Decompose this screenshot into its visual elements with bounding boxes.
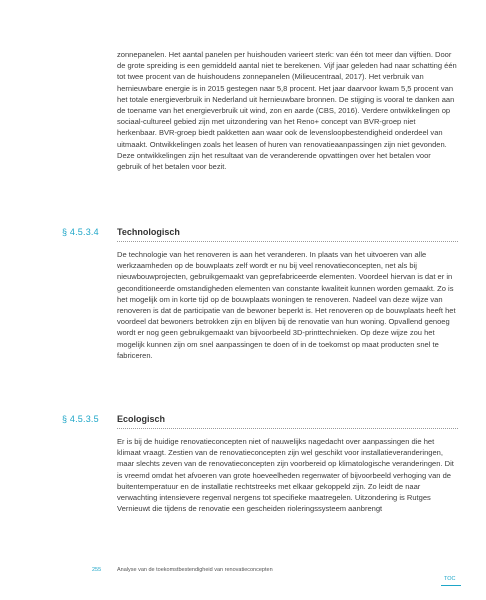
page-number: 255 xyxy=(92,567,102,573)
paragraph-ecologisch: Er is bij de huidige renovatieconcepten niet of nauwelijks nagedacht over aanpassingen die het klimaat vraagt. Zestien van de renovatieconcepten zijn wel geschikt voor installatieveranderingen, maar slechts zeven van de renovatieconcepten zijn voorbereid op klimatologische veranderingen. Dit is vreemd omdat het afvoeren van grote hoeveelheden regenwater of bijvoorbeeld verhoging van de buitentemperatuur en de installatie rechtstreeks met elkaar gekoppeld zijn. Zo leidt de naar verwachting intensievere regenval nergens tot specifieke maatregelen. Uitzondering is Rutges Vernieuwt die tijdens de renovatie een gescheiden rioleringssysteem aanbrengt xyxy=(117,437,454,514)
section-divider xyxy=(117,241,458,242)
toc-underline xyxy=(441,585,461,586)
section-number: § 4.5.3.5 xyxy=(62,414,99,424)
section-divider xyxy=(117,428,458,429)
section-heading-technologisch xyxy=(62,227,458,241)
paragraph-intro: zonnepanelen. Het aantal panelen per huishouden varieert sterk: van één tot meer dan vijftien. Door de grote spreiding is een gemiddeld aantal niet te berekenen. Vijf jaar geleden had naar schatting één tot twee procent van de huishoudens zonnepanelen (Milieucentraal, 2017). Het verbruik van hernieuwbare energie is in 2015 gestegen naar 5,8 procent. Het jaar daarvoor kwam 5,5 procent van het totale energieverbruik in Nederland uit hernieuwbare bronnen. De stijging is vooral te danken aan de toename van het energieverbruik uit wind, zon en aarde (CBS, 2016). Verdere ontwikkelingen op sociaal-cultureel gebied zijn met uitzondering van het Reno+ concept van BVR-groep niet herkenbaar. BVR-groep biedt pakketten aan waar ook de levensloopbestendigheid onderdeel van uitmaakt. Ontwikkelingen zoals het leasen of huren van renovatieaanpassingen zijn niet gevonden. Deze ontwikkelingen zijn het resultaat van de veranderende opvattingen over het betalen voor gebruik of het betalen voor bezit. xyxy=(117,50,457,172)
section-title: Technologisch xyxy=(117,227,180,237)
toc-link[interactable]: TOC xyxy=(444,576,456,582)
section-title: Ecologisch xyxy=(117,414,166,424)
section-heading-ecologisch xyxy=(62,414,458,428)
paragraph-technologisch: De technologie van het renoveren is aan het veranderen. In plaats van het uitvoeren van alle werkzaamheden op de bouwplaats zelf wordt er nu bij veel renovatieconcepten, net als bij nieuwbouwprojecten, gebruikgemaakt van geprefabriceerde elementen. Voordeel hiervan is dat er in geconditioneerde omstandigheden elementen van constante kwaliteit kunnen worden gemaakt. Zo is het mogelijk om in korte tijd op de bouwplaats woningen te renoveren. Nadeel van deze wijze van renoveren is dat de participatie van de bewoner beperkt is. Het renoveren op de bouwplaats heeft het voordeel dat bewoners betrokken zijn en blijven bij de renovatie van hun woning. Opvallend genoeg wordt er nog geen gebruikgemaakt van bijvoorbeeld 3D-printtechnieken. Op deze wijze zou het mogelijk kunnen zijn om snel aanpassingen te doen of in de toekomst op maat producten snel te fabriceren. xyxy=(117,250,456,360)
running-title: Analyse van de toekomstbestendigheid van renovatieconcepten xyxy=(117,567,273,573)
section-number: § 4.5.3.4 xyxy=(62,227,99,237)
